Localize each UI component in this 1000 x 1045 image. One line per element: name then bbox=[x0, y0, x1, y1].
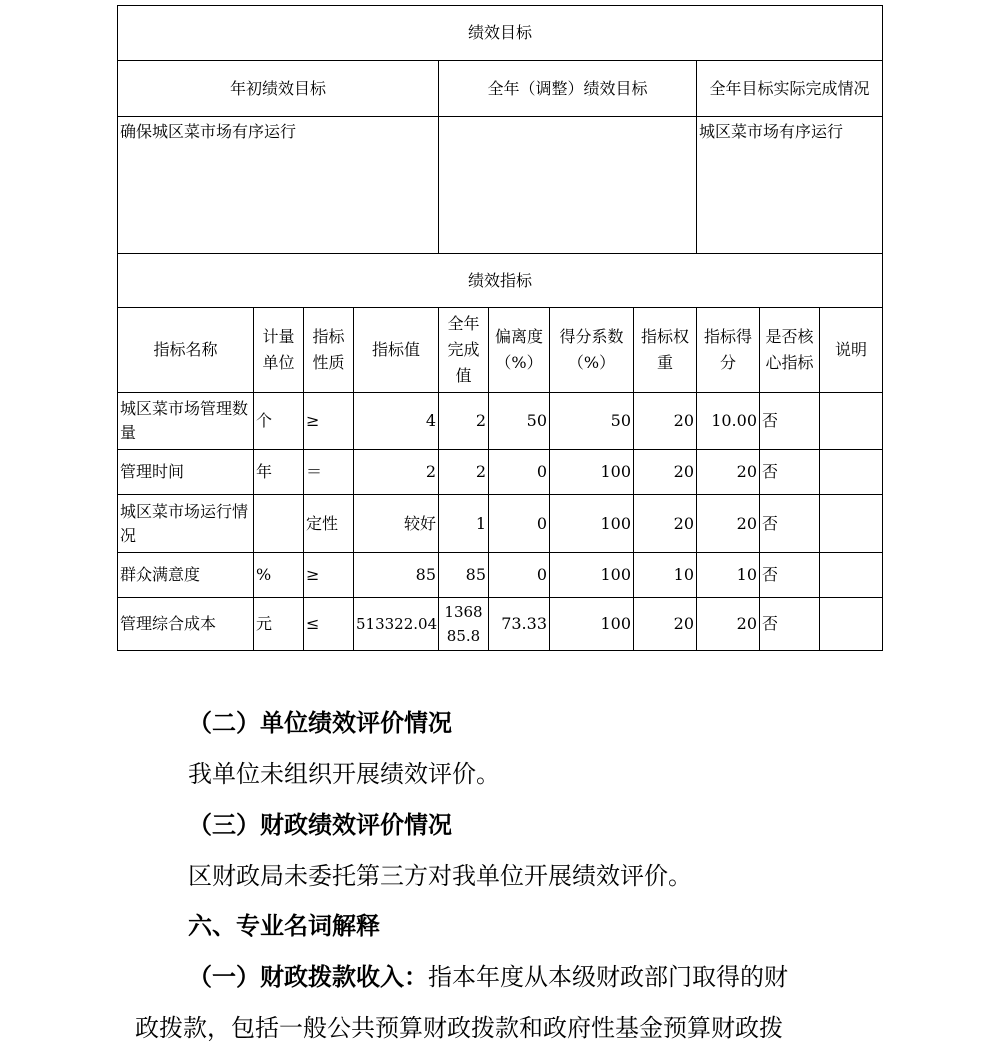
goal-value-adjusted bbox=[439, 117, 697, 254]
cell-weight: 20 bbox=[634, 450, 697, 495]
header-coefficient: 得分系数（%） bbox=[550, 308, 634, 393]
performance-table bbox=[117, 5, 883, 651]
cell-weight: 20 bbox=[634, 393, 697, 450]
heading-terms: 六、专业名词解释 bbox=[188, 911, 380, 940]
cell-name: 群众满意度 bbox=[118, 553, 254, 598]
cell-core: 否 bbox=[760, 393, 820, 450]
table-row bbox=[118, 598, 883, 651]
cell-note bbox=[820, 598, 883, 651]
section-goal-heading: 绩效目标 bbox=[118, 6, 883, 61]
cell-name: 城区菜市场管理数量 bbox=[118, 393, 254, 450]
cell-deviation: 0 bbox=[489, 553, 550, 598]
cell-core: 否 bbox=[760, 450, 820, 495]
goal-header-actual: 全年目标实际完成情况 bbox=[697, 61, 883, 117]
cell-deviation: 0 bbox=[489, 495, 550, 553]
cell-nature: ≥ bbox=[304, 553, 354, 598]
cell-nature: 定性 bbox=[304, 495, 354, 553]
cell-weight: 10 bbox=[634, 553, 697, 598]
cell-unit: 年 bbox=[254, 450, 304, 495]
term1-text-1: 指本年度从本级财政部门取得的财 bbox=[428, 963, 788, 991]
cell-score: 20 bbox=[697, 495, 760, 553]
header-note: 说明 bbox=[820, 308, 883, 393]
cell-value: 2 bbox=[354, 450, 439, 495]
header-target-value: 指标值 bbox=[354, 308, 439, 393]
cell-value: 较好 bbox=[354, 495, 439, 553]
cell-coef: 100 bbox=[550, 450, 634, 495]
cell-unit: 个 bbox=[254, 393, 304, 450]
header-nature: 指标性质 bbox=[304, 308, 354, 393]
cell-core: 否 bbox=[760, 495, 820, 553]
cell-name: 城区菜市场运行情况 bbox=[118, 495, 254, 553]
cell-deviation: 73.33 bbox=[489, 598, 550, 651]
cell-nature: ≥ bbox=[304, 393, 354, 450]
cell-note bbox=[820, 450, 883, 495]
cell-name: 管理时间 bbox=[118, 450, 254, 495]
goal-value-actual: 城区菜市场有序运行 bbox=[697, 117, 883, 254]
header-actual-value: 全年完成值 bbox=[439, 308, 489, 393]
cell-value: 85 bbox=[354, 553, 439, 598]
cell-actual: 2 bbox=[439, 450, 489, 495]
cell-actual: 2 bbox=[439, 393, 489, 450]
header-unit: 计量单位 bbox=[254, 308, 304, 393]
header-deviation: 偏离度（%） bbox=[489, 308, 550, 393]
goal-header-adjusted: 全年（调整）绩效目标 bbox=[439, 61, 697, 117]
table-row bbox=[118, 393, 883, 450]
cell-value: 513322.04 bbox=[354, 598, 439, 651]
cell-note bbox=[820, 553, 883, 598]
cell-core: 否 bbox=[760, 553, 820, 598]
header-score: 指标得分 bbox=[697, 308, 760, 393]
cell-coef: 50 bbox=[550, 393, 634, 450]
heading-unit-evaluation: （二）单位绩效评价情况 bbox=[188, 708, 452, 737]
cell-coef: 100 bbox=[550, 553, 634, 598]
cell-score: 20 bbox=[697, 598, 760, 651]
table-row bbox=[118, 450, 883, 495]
cell-note bbox=[820, 393, 883, 450]
cell-value: 4 bbox=[354, 393, 439, 450]
cell-coef: 100 bbox=[550, 495, 634, 553]
cell-deviation: 0 bbox=[489, 450, 550, 495]
cell-score: 20 bbox=[697, 450, 760, 495]
cell-score: 10.00 bbox=[697, 393, 760, 450]
cell-weight: 20 bbox=[634, 598, 697, 651]
section-indicator-heading: 绩效指标 bbox=[118, 254, 883, 308]
cell-actual: 136885.8 bbox=[439, 598, 489, 651]
cell-nature: ＝ bbox=[304, 450, 354, 495]
cell-core: 否 bbox=[760, 598, 820, 651]
term1-line2: 政拨款，包括一般公共预算财政拨款和政府性基金预算财政拨 bbox=[135, 1014, 783, 1042]
goal-header-initial: 年初绩效目标 bbox=[118, 61, 439, 117]
cell-note bbox=[820, 495, 883, 553]
cell-deviation: 50 bbox=[489, 393, 550, 450]
goal-value-initial: 确保城区菜市场有序运行 bbox=[118, 117, 439, 254]
paragraph-finance-evaluation: 区财政局未委托第三方对我单位开展绩效评价。 bbox=[188, 862, 692, 890]
header-weight: 指标权重 bbox=[634, 308, 697, 393]
cell-name: 管理综合成本 bbox=[118, 598, 254, 651]
table-row bbox=[118, 553, 883, 598]
cell-actual: 1 bbox=[439, 495, 489, 553]
cell-unit: 元 bbox=[254, 598, 304, 651]
table-row bbox=[118, 495, 883, 553]
cell-unit: % bbox=[254, 553, 304, 598]
term1-label: （一）财政拨款收入： bbox=[188, 962, 428, 991]
paragraph-unit-evaluation: 我单位未组织开展绩效评价。 bbox=[188, 760, 500, 788]
cell-unit bbox=[254, 495, 304, 553]
cell-score: 10 bbox=[697, 553, 760, 598]
heading-finance-evaluation: （三）财政绩效评价情况 bbox=[188, 810, 452, 839]
header-core: 是否核心指标 bbox=[760, 308, 820, 393]
term1-line1 bbox=[188, 960, 788, 994]
cell-weight: 20 bbox=[634, 495, 697, 553]
cell-actual: 85 bbox=[439, 553, 489, 598]
cell-nature: ≤ bbox=[304, 598, 354, 651]
header-indicator-name: 指标名称 bbox=[118, 308, 254, 393]
cell-coef: 100 bbox=[550, 598, 634, 651]
